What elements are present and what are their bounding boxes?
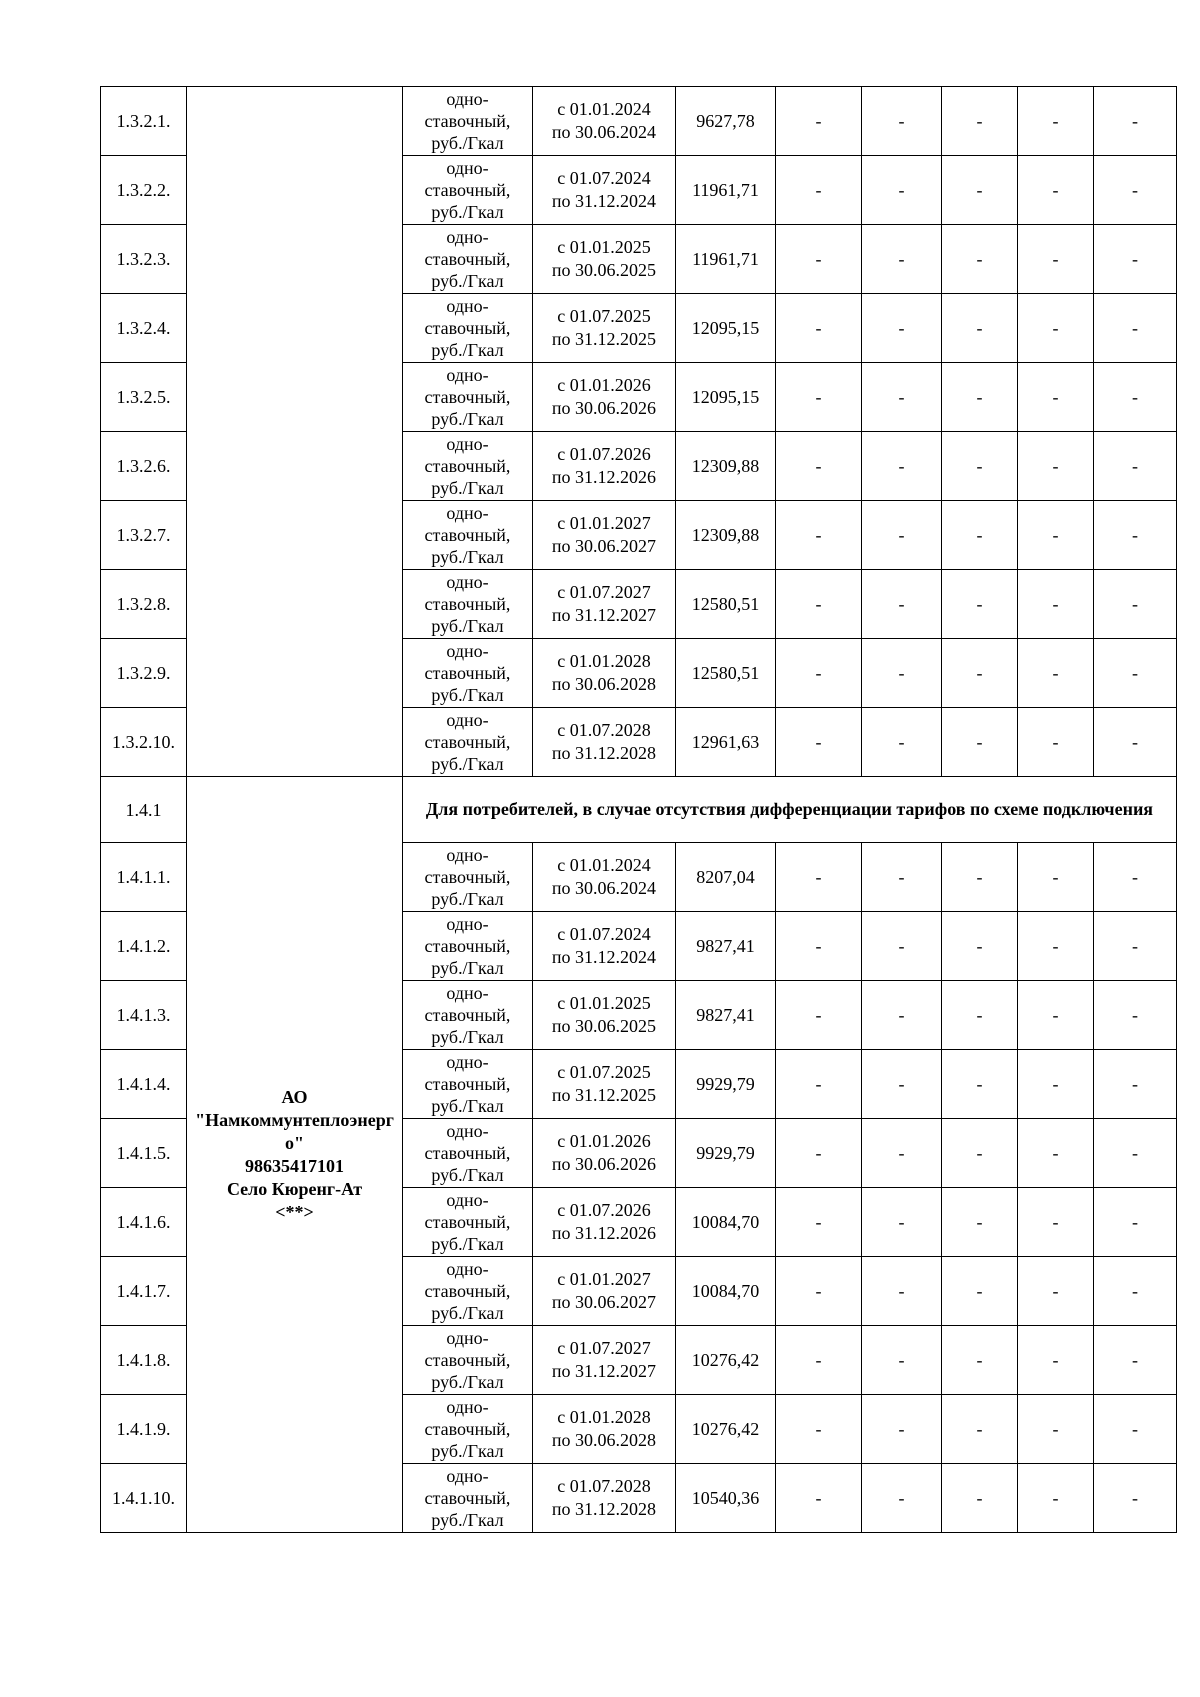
empty-value-cell: -	[1018, 1395, 1094, 1464]
empty-value-cell: -	[776, 1119, 862, 1188]
period-line: по 31.12.2026	[551, 467, 657, 487]
tariff-value-cell: 11961,71	[676, 225, 776, 294]
organization-line: АО	[281, 1086, 308, 1107]
tariff-type-cell	[403, 225, 533, 294]
empty-value-cell: -	[1018, 981, 1094, 1050]
row-number-cell: 1.3.2.9.	[101, 639, 187, 708]
tariff-type-line: ставочный,	[424, 1350, 511, 1370]
tariff-type-line: руб./Гкал	[431, 1234, 504, 1254]
tariff-type-line: руб./Гкал	[431, 271, 504, 291]
period-cell	[533, 432, 676, 501]
empty-value-cell: -	[776, 225, 862, 294]
tariff-type-line: одно-	[446, 983, 489, 1003]
period-line: по 30.06.2026	[551, 398, 657, 418]
period-line: по 30.06.2026	[551, 1154, 657, 1174]
tariff-type-line: руб./Гкал	[431, 889, 504, 909]
tariff-type-line: руб./Гкал	[431, 202, 504, 222]
row-number-cell: 1.4.1.9.	[101, 1395, 187, 1464]
tariff-type-line: ставочный,	[424, 1074, 511, 1094]
tariff-type-line: одно-	[446, 1397, 489, 1417]
period-line: по 30.06.2028	[551, 1430, 657, 1450]
tariff-type-line: одно-	[446, 1466, 489, 1486]
tariff-type-line: одно-	[446, 1259, 489, 1279]
tariff-type-line: одно-	[446, 710, 489, 730]
empty-value-cell: -	[942, 1119, 1018, 1188]
empty-value-cell: -	[862, 1050, 942, 1119]
tariff-type-line: ставочный,	[424, 456, 511, 476]
tariff-type-line: ставочный,	[424, 1488, 511, 1508]
tariff-type-cell	[403, 1395, 533, 1464]
tariff-type-cell	[403, 1119, 533, 1188]
empty-value-cell: -	[862, 156, 942, 225]
tariff-value-cell: 10084,70	[676, 1188, 776, 1257]
empty-value-cell: -	[862, 1464, 942, 1533]
period-line: по 30.06.2028	[551, 674, 657, 694]
empty-value-cell: -	[942, 1395, 1018, 1464]
empty-value-cell: -	[942, 570, 1018, 639]
tariff-type-line: одно-	[446, 296, 489, 316]
empty-value-cell: -	[1094, 1119, 1177, 1188]
empty-value-cell: -	[776, 1050, 862, 1119]
period-line: по 31.12.2025	[551, 329, 657, 349]
tariff-value-cell: 9929,79	[676, 1050, 776, 1119]
tariff-type-cell	[403, 363, 533, 432]
empty-value-cell: -	[1094, 843, 1177, 912]
period-line: по 30.06.2024	[551, 122, 657, 142]
empty-value-cell: -	[942, 87, 1018, 156]
row-number-cell: 1.4.1.3.	[101, 981, 187, 1050]
period-line: с 01.07.2025	[557, 1062, 651, 1082]
tariff-type-line: руб./Гкал	[431, 1441, 504, 1461]
row-number-cell: 1.3.2.2.	[101, 156, 187, 225]
tariff-type-line: ставочный,	[424, 1212, 511, 1232]
period-line: с 01.01.2028	[557, 651, 651, 671]
period-line: с 01.07.2027	[557, 582, 651, 602]
empty-value-cell: -	[862, 432, 942, 501]
empty-value-cell: -	[1094, 570, 1177, 639]
tariff-type-cell	[403, 1257, 533, 1326]
period-cell	[533, 363, 676, 432]
period-cell	[533, 1257, 676, 1326]
tariff-type-cell	[403, 432, 533, 501]
table-row	[101, 87, 1177, 156]
tariff-value-cell: 9827,41	[676, 912, 776, 981]
empty-value-cell: -	[942, 363, 1018, 432]
period-line: по 31.12.2028	[551, 1499, 657, 1519]
empty-value-cell: -	[862, 1395, 942, 1464]
empty-value-cell: -	[1094, 708, 1177, 777]
empty-value-cell: -	[1018, 87, 1094, 156]
tariff-type-line: руб./Гкал	[431, 547, 504, 567]
organization-cell	[187, 777, 403, 1533]
tariff-type-line: одно-	[446, 572, 489, 592]
section-header-row	[101, 777, 1177, 843]
empty-value-cell: -	[1018, 501, 1094, 570]
period-line: по 31.12.2024	[551, 947, 657, 967]
tariff-value-cell: 11961,71	[676, 156, 776, 225]
period-line: с 01.07.2024	[557, 168, 651, 188]
tariff-type-line: одно-	[446, 1052, 489, 1072]
empty-value-cell: -	[942, 981, 1018, 1050]
empty-value-cell: -	[1094, 1326, 1177, 1395]
period-line: с 01.01.2025	[557, 237, 651, 257]
tariff-type-cell	[403, 639, 533, 708]
tariff-value-cell: 9929,79	[676, 1119, 776, 1188]
row-number-cell: 1.4.1.5.	[101, 1119, 187, 1188]
tariff-type-line: одно-	[446, 89, 489, 109]
tariff-type-line: одно-	[446, 227, 489, 247]
empty-value-cell: -	[942, 1257, 1018, 1326]
empty-value-cell: -	[1094, 363, 1177, 432]
period-line: с 01.01.2026	[557, 1131, 651, 1151]
tariff-type-cell	[403, 501, 533, 570]
organization-line: <**>	[275, 1201, 314, 1222]
period-cell	[533, 912, 676, 981]
empty-value-cell: -	[776, 639, 862, 708]
empty-value-cell: -	[862, 843, 942, 912]
period-line: по 30.06.2025	[551, 1016, 657, 1036]
empty-value-cell: -	[942, 843, 1018, 912]
period-cell	[533, 1464, 676, 1533]
row-number-cell: 1.4.1.7.	[101, 1257, 187, 1326]
empty-value-cell: -	[1018, 570, 1094, 639]
empty-value-cell: -	[1094, 501, 1177, 570]
empty-value-cell: -	[942, 294, 1018, 363]
tariff-type-line: руб./Гкал	[431, 1303, 504, 1323]
empty-value-cell: -	[1094, 87, 1177, 156]
empty-value-cell: -	[776, 501, 862, 570]
tariff-value-cell: 8207,04	[676, 843, 776, 912]
tariff-type-line: руб./Гкал	[431, 409, 504, 429]
period-line: по 31.12.2026	[551, 1223, 657, 1243]
period-line: по 31.12.2027	[551, 605, 657, 625]
row-number-cell: 1.3.2.6.	[101, 432, 187, 501]
empty-value-cell: -	[776, 363, 862, 432]
tariff-value-cell: 12580,51	[676, 570, 776, 639]
tariff-value-cell: 10276,42	[676, 1326, 776, 1395]
period-cell	[533, 843, 676, 912]
period-cell	[533, 708, 676, 777]
period-line: по 31.12.2028	[551, 743, 657, 763]
period-cell	[533, 225, 676, 294]
empty-value-cell: -	[862, 294, 942, 363]
tariff-type-cell	[403, 981, 533, 1050]
empty-value-cell: -	[1018, 1050, 1094, 1119]
row-number-cell: 1.4.1.10.	[101, 1464, 187, 1533]
period-line: по 30.06.2027	[551, 536, 657, 556]
section-title-cell: Для потребителей, в случае отсутствия дифференциации тарифов по схеме подключения	[403, 777, 1177, 843]
tariff-value-cell: 10540,36	[676, 1464, 776, 1533]
organization-cell-continued	[187, 87, 403, 777]
empty-value-cell: -	[1094, 1050, 1177, 1119]
tariff-value-cell: 12309,88	[676, 432, 776, 501]
tariff-type-line: ставочный,	[424, 936, 511, 956]
row-number-cell: 1.4.1.2.	[101, 912, 187, 981]
tariff-type-line: руб./Гкал	[431, 1372, 504, 1392]
period-cell	[533, 1050, 676, 1119]
empty-value-cell: -	[1018, 363, 1094, 432]
empty-value-cell: -	[776, 294, 862, 363]
tariff-type-line: ставочный,	[424, 1005, 511, 1025]
row-number-cell: 1.3.2.5.	[101, 363, 187, 432]
period-cell	[533, 87, 676, 156]
period-cell	[533, 294, 676, 363]
empty-value-cell: -	[862, 708, 942, 777]
tariff-type-line: руб./Гкал	[431, 1096, 504, 1116]
row-number-cell: 1.3.2.1.	[101, 87, 187, 156]
period-cell	[533, 639, 676, 708]
empty-value-cell: -	[862, 1188, 942, 1257]
period-cell	[533, 981, 676, 1050]
tariff-type-line: ставочный,	[424, 1281, 511, 1301]
tariff-type-line: одно-	[446, 641, 489, 661]
row-number-cell: 1.4.1.8.	[101, 1326, 187, 1395]
empty-value-cell: -	[942, 1326, 1018, 1395]
tariff-type-line: ставочный,	[424, 594, 511, 614]
tariff-type-line: ставочный,	[424, 1419, 511, 1439]
row-number-cell: 1.3.2.7.	[101, 501, 187, 570]
tariff-type-cell	[403, 708, 533, 777]
period-line: с 01.01.2025	[557, 993, 651, 1013]
row-number-cell: 1.4.1.6.	[101, 1188, 187, 1257]
row-number-cell: 1.4.1.1.	[101, 843, 187, 912]
empty-value-cell: -	[776, 1464, 862, 1533]
period-cell	[533, 570, 676, 639]
empty-value-cell: -	[942, 156, 1018, 225]
period-line: с 01.01.2026	[557, 375, 651, 395]
empty-value-cell: -	[776, 156, 862, 225]
period-cell	[533, 1119, 676, 1188]
empty-value-cell: -	[1018, 1188, 1094, 1257]
empty-value-cell: -	[862, 912, 942, 981]
empty-value-cell: -	[776, 87, 862, 156]
empty-value-cell: -	[776, 432, 862, 501]
empty-value-cell: -	[862, 1119, 942, 1188]
empty-value-cell: -	[1018, 294, 1094, 363]
period-cell	[533, 156, 676, 225]
empty-value-cell: -	[1094, 912, 1177, 981]
tariff-value-cell: 12309,88	[676, 501, 776, 570]
period-line: с 01.07.2028	[557, 1476, 651, 1496]
period-cell	[533, 1188, 676, 1257]
tariff-type-line: одно-	[446, 365, 489, 385]
tariff-type-line: ставочный,	[424, 111, 511, 131]
period-line: с 01.01.2024	[557, 99, 651, 119]
empty-value-cell: -	[862, 1257, 942, 1326]
period-line: с 01.07.2026	[557, 444, 651, 464]
tariff-value-cell: 10276,42	[676, 1395, 776, 1464]
empty-value-cell: -	[862, 87, 942, 156]
period-line: по 30.06.2025	[551, 260, 657, 280]
tariff-type-line: руб./Гкал	[431, 616, 504, 636]
tariff-type-line: одно-	[446, 1190, 489, 1210]
tariff-type-cell	[403, 156, 533, 225]
tariff-type-cell	[403, 843, 533, 912]
empty-value-cell: -	[1018, 432, 1094, 501]
empty-value-cell: -	[942, 639, 1018, 708]
row-number-cell: 1.3.2.8.	[101, 570, 187, 639]
empty-value-cell: -	[1094, 639, 1177, 708]
empty-value-cell: -	[942, 1050, 1018, 1119]
tariff-type-line: руб./Гкал	[431, 958, 504, 978]
empty-value-cell: -	[942, 708, 1018, 777]
period-line: с 01.07.2028	[557, 720, 651, 740]
tariff-type-cell	[403, 912, 533, 981]
empty-value-cell: -	[1018, 708, 1094, 777]
tariff-value-cell: 10084,70	[676, 1257, 776, 1326]
empty-value-cell: -	[1094, 156, 1177, 225]
tariff-type-line: руб./Гкал	[431, 478, 504, 498]
empty-value-cell: -	[942, 501, 1018, 570]
empty-value-cell: -	[1018, 1326, 1094, 1395]
empty-value-cell: -	[776, 1326, 862, 1395]
period-cell	[533, 1395, 676, 1464]
empty-value-cell: -	[1094, 294, 1177, 363]
tariff-type-line: одно-	[446, 503, 489, 523]
tariff-type-line: одно-	[446, 1328, 489, 1348]
tariff-type-line: руб./Гкал	[431, 1165, 504, 1185]
empty-value-cell: -	[1018, 1464, 1094, 1533]
tariff-value-cell: 12095,15	[676, 294, 776, 363]
empty-value-cell: -	[1094, 432, 1177, 501]
tariff-table	[100, 86, 1177, 1533]
empty-value-cell: -	[776, 1395, 862, 1464]
tariff-type-line: ставочный,	[424, 1143, 511, 1163]
period-line: с 01.07.2027	[557, 1338, 651, 1358]
empty-value-cell: -	[1018, 156, 1094, 225]
tariff-value-cell: 9627,78	[676, 87, 776, 156]
tariff-type-line: руб./Гкал	[431, 1027, 504, 1047]
empty-value-cell: -	[862, 1326, 942, 1395]
row-number-cell: 1.3.2.3.	[101, 225, 187, 294]
organization-line: "Намкоммунтеплоэнерго"	[195, 1109, 394, 1153]
empty-value-cell: -	[862, 981, 942, 1050]
empty-value-cell: -	[862, 570, 942, 639]
tariff-type-line: ставочный,	[424, 249, 511, 269]
period-line: с 01.07.2025	[557, 306, 651, 326]
empty-value-cell: -	[776, 1188, 862, 1257]
empty-value-cell: -	[1018, 843, 1094, 912]
tariff-type-cell	[403, 1464, 533, 1533]
tariff-type-line: ставочный,	[424, 387, 511, 407]
empty-value-cell: -	[776, 981, 862, 1050]
tariff-type-line: руб./Гкал	[431, 685, 504, 705]
empty-value-cell: -	[776, 912, 862, 981]
empty-value-cell: -	[1094, 1464, 1177, 1533]
empty-value-cell: -	[942, 225, 1018, 294]
empty-value-cell: -	[942, 912, 1018, 981]
period-line: по 30.06.2024	[551, 878, 657, 898]
tariff-type-cell	[403, 570, 533, 639]
empty-value-cell: -	[776, 570, 862, 639]
period-line: по 31.12.2027	[551, 1361, 657, 1381]
tariff-type-line: руб./Гкал	[431, 1510, 504, 1530]
tariff-value-cell: 9827,41	[676, 981, 776, 1050]
period-cell	[533, 1326, 676, 1395]
empty-value-cell: -	[1018, 225, 1094, 294]
period-line: с 01.07.2026	[557, 1200, 651, 1220]
period-cell	[533, 501, 676, 570]
empty-value-cell: -	[1094, 981, 1177, 1050]
empty-value-cell: -	[942, 1464, 1018, 1533]
tariff-type-line: одно-	[446, 1121, 489, 1141]
tariff-type-line: руб./Гкал	[431, 340, 504, 360]
tariff-type-line: ставочный,	[424, 663, 511, 683]
empty-value-cell: -	[1018, 912, 1094, 981]
period-line: с 01.07.2024	[557, 924, 651, 944]
empty-value-cell: -	[862, 363, 942, 432]
tariff-type-cell	[403, 1050, 533, 1119]
tariff-type-cell	[403, 294, 533, 363]
empty-value-cell: -	[1018, 639, 1094, 708]
period-line: с 01.01.2024	[557, 855, 651, 875]
empty-value-cell: -	[776, 843, 862, 912]
period-line: с 01.01.2027	[557, 513, 651, 533]
tariff-type-line: ставочный,	[424, 732, 511, 752]
tariff-type-line: руб./Гкал	[431, 754, 504, 774]
period-line: по 31.12.2024	[551, 191, 657, 211]
tariff-type-line: ставочный,	[424, 318, 511, 338]
empty-value-cell: -	[1018, 1119, 1094, 1188]
tariff-type-line: руб./Гкал	[431, 133, 504, 153]
empty-value-cell: -	[1018, 1257, 1094, 1326]
tariff-value-cell: 12580,51	[676, 639, 776, 708]
empty-value-cell: -	[1094, 225, 1177, 294]
organization-line: 98635417101	[245, 1155, 344, 1176]
period-line: с 01.01.2028	[557, 1407, 651, 1427]
row-number-cell: 1.4.1.4.	[101, 1050, 187, 1119]
tariff-type-line: ставочный,	[424, 180, 511, 200]
tariff-type-line: одно-	[446, 914, 489, 934]
row-number-cell: 1.3.2.10.	[101, 708, 187, 777]
period-line: по 30.06.2027	[551, 1292, 657, 1312]
empty-value-cell: -	[1094, 1257, 1177, 1326]
tariff-type-line: одно-	[446, 158, 489, 178]
empty-value-cell: -	[942, 1188, 1018, 1257]
empty-value-cell: -	[862, 501, 942, 570]
empty-value-cell: -	[776, 1257, 862, 1326]
section-number-cell: 1.4.1	[101, 777, 187, 843]
tariff-type-line: одно-	[446, 845, 489, 865]
empty-value-cell: -	[1094, 1395, 1177, 1464]
empty-value-cell: -	[1094, 1188, 1177, 1257]
empty-value-cell: -	[862, 225, 942, 294]
tariff-table-body	[101, 87, 1177, 1533]
tariff-value-cell: 12961,63	[676, 708, 776, 777]
tariff-type-line: ставочный,	[424, 525, 511, 545]
tariff-type-cell	[403, 87, 533, 156]
empty-value-cell: -	[942, 432, 1018, 501]
tariff-type-line: одно-	[446, 434, 489, 454]
period-line: по 31.12.2025	[551, 1085, 657, 1105]
tariff-type-line: ставочный,	[424, 867, 511, 887]
empty-value-cell: -	[776, 708, 862, 777]
tariff-type-cell	[403, 1188, 533, 1257]
tariff-type-cell	[403, 1326, 533, 1395]
row-number-cell: 1.3.2.4.	[101, 294, 187, 363]
tariff-value-cell: 12095,15	[676, 363, 776, 432]
organization-line: Село Кюренг-Ат	[226, 1178, 363, 1199]
empty-value-cell: -	[862, 639, 942, 708]
period-line: с 01.01.2027	[557, 1269, 651, 1289]
